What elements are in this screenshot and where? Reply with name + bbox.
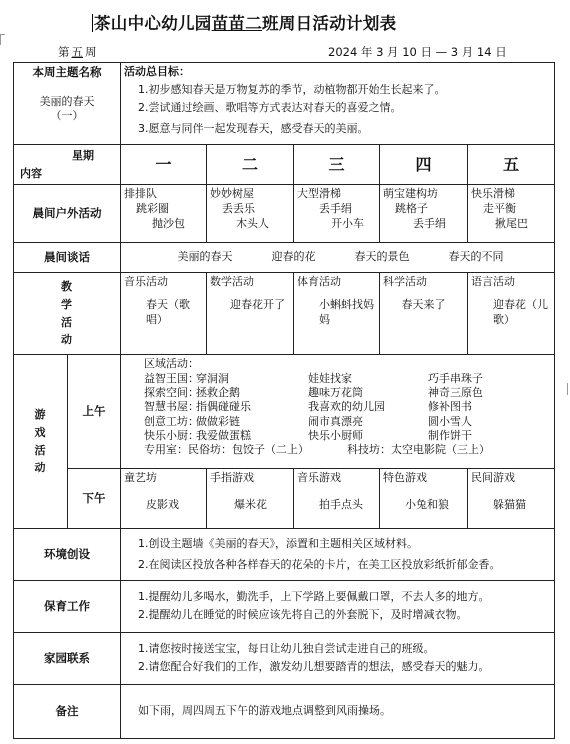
pm-mon: 童艺坊 皮影戏 <box>121 469 207 529</box>
pm-fri: 民间游戏 躲猫猫 <box>468 469 555 529</box>
day-tue: 二 <box>207 145 294 185</box>
teaching-tue: 数学活动 迎春花开了 <box>207 273 294 355</box>
home-row: 家园联系 1.请您按时接送宝宝，每日让幼儿独自尝试走进自己的班级。 2.请您配合好我们的工作，激发幼儿想要踏青的想法，感受春天的魅力。 <box>14 633 555 685</box>
morning-talk-topics: 美丽的春天 迎春的花 春天的景色 春天的不同 <box>121 243 555 273</box>
corner-cell: 星期 内容 <box>14 145 121 185</box>
outdoor-mon: 排排队 跳彩圈 抛沙包 <box>121 185 207 243</box>
days-header-row <box>14 145 555 185</box>
pm-wed: 音乐游戏 拍手点头 <box>294 469 380 529</box>
day-fri: 五 <box>468 145 555 185</box>
outdoor-tue: 妙妙树屋 丢丢乐 木头人 <box>207 185 294 243</box>
day-thu: 四 <box>380 145 468 185</box>
weekly-plan-table <box>13 62 555 739</box>
care-row: 保育工作 1.提醒幼儿多喝水，勤洗手，上下学路上要佩戴口罩，不去人多的地方。 2.提醒幼儿在睡觉的时候应该先将自己的外套脱下，及时增减衣物。 <box>14 581 555 633</box>
remarks-row: 备注 如下雨，周四周五下午的游戏地点调整到风雨操场。 <box>14 685 555 739</box>
class-name: 苗苗二 <box>211 14 263 33</box>
page-corner-mark <box>0 34 5 45</box>
teaching-row <box>14 273 555 355</box>
text-cursor <box>92 14 93 32</box>
environment-row: 环境创设 1.创设主题墙《美丽的春天》，添置和主题相关区域材料。 2.在阅读区投放各种各样春天的花朵的卡片，在美工区投放彩纸折郁金香。 <box>14 529 555 581</box>
week-number: 第 五 周 <box>58 45 97 59</box>
page-title: 茶山中心幼儿园苗苗二班周日活动计划表 <box>94 14 397 33</box>
morning-talk-row: 晨间谈话 美丽的春天 迎春的花 春天的景色 春天的不同 <box>14 243 555 273</box>
teaching-wed: 体育活动 小蝌蚪找妈妈 <box>294 273 380 355</box>
games-label: 游戏活动 <box>14 355 68 529</box>
games-pm-row: 下午 童艺坊 皮影戏 手指游戏 爆米花 音乐游戏 拍手点头 特色游戏 小兔和狼 民间游戏 躲猫猫 <box>14 469 555 529</box>
outdoor-fri: 快乐滑梯 走平衡 揪尾巴 <box>468 185 555 243</box>
teaching-fri: 语言活动 迎春花（儿歌） <box>468 273 555 355</box>
region-activities: 区域活动： 益智王国： 穿洞洞 娃娃找家 巧手串珠子 探索空间： 拯救企鹅 趣味万花筒 神奇三原色 智慧书屋： 指偶碰碰乐 我喜欢的幼儿园 修补图书 创意工坊： 做做彩链 闹市真漂亮 圆小雪人 快乐小厨： 我爱做蛋糕 快乐小厨师 制作饼干 专用室：民俗坊：包饺子（二上） 科技坊：太空电影院（三上） <box>121 355 555 469</box>
page-edge-mark <box>563 383 568 395</box>
teaching-thu: 科学活动 春天来了 <box>380 273 468 355</box>
outdoor-thu: 萌宝建构坊 跳格子 丢手绢 <box>380 185 468 243</box>
pm-thu: 特色游戏 小兔和狼 <box>380 469 468 529</box>
day-wed: 三 <box>294 145 380 185</box>
theme-cell: 本周主题名称 美丽的春天 （一） <box>14 63 121 145</box>
teaching-label: 教学活动 <box>14 273 121 355</box>
teaching-mon: 音乐活动 春天（歌唱） <box>121 273 207 355</box>
games-am-row: 游戏活动 上午 区域活动： 益智王国： 穿洞洞 娃娃找家 巧手串珠子 探索空间： 拯救企鹅 趣味万花筒 神奇三原色 智慧书屋： 指偶碰碰乐 我喜欢的幼儿园 修补图书 创意工坊： 做做彩链 闹市真漂亮 圆小雪人 快乐小厨： 我爱做蛋糕 快乐小厨师 制作饼干 专用室：民俗坊：包饺子（二上） 科技坊：太空电影院（三上） <box>14 355 555 469</box>
morning-outdoor-row: 晨间户外活动 排排队 跳彩圈 抛沙包 妙妙树屋 丢丢乐 木头人 大型滑梯 丢手绢 开小车 萌宝建构坊 跳格子 丢手绢 快乐滑梯 走平衡 揪尾巴 <box>14 185 555 243</box>
outdoor-wed: 大型滑梯 丢手绢 开小车 <box>294 185 380 243</box>
theme-row <box>14 63 555 145</box>
day-mon: 一 <box>121 145 207 185</box>
date-range: 2024 年 3 月 10 日 — 3 月 14 日 <box>328 45 507 59</box>
pm-tue: 手指游戏 爆米花 <box>207 469 294 529</box>
theme-goals: 活动总目标： 1.初步感知春天是万物复苏的季节，动植物都开始生长起来了。 2.尝试通过绘画、歌唱等方式表达对春天的喜爱之情。 3.愿意与同伴一起发现春天，感受春天的美丽。 <box>121 63 555 145</box>
